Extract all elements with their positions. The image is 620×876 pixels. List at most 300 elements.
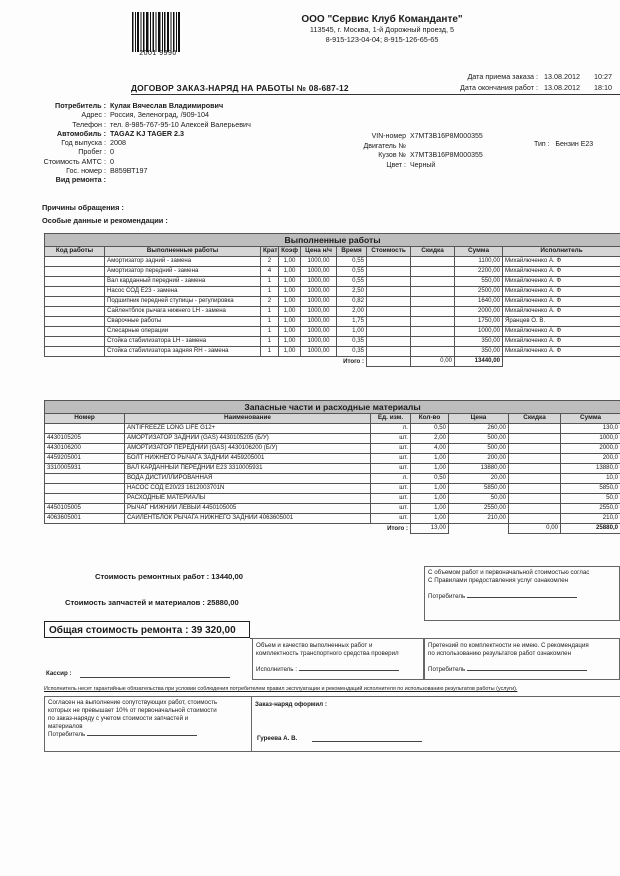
table-cell: 4459205001 bbox=[45, 454, 125, 464]
table-row bbox=[45, 454, 620, 464]
table-cell bbox=[45, 347, 105, 357]
table-cell bbox=[509, 474, 561, 484]
parts-section bbox=[44, 400, 620, 534]
vehicle-field bbox=[320, 161, 483, 171]
works-title: Выполненные работы bbox=[45, 234, 620, 247]
table-cell: 1,00 bbox=[279, 347, 301, 357]
table-cell: 1,00 bbox=[279, 257, 301, 267]
table-cell bbox=[367, 337, 411, 347]
cashier-signature-line bbox=[80, 677, 230, 678]
column-header: Стоимость bbox=[367, 247, 411, 257]
company-header bbox=[282, 14, 482, 45]
table-row bbox=[45, 444, 620, 454]
received-time: 10:27 bbox=[594, 72, 612, 81]
table-row bbox=[45, 347, 620, 357]
table-cell: 1000,00 bbox=[455, 327, 503, 337]
table-cell: 1000,0 bbox=[561, 434, 620, 444]
table-cell: 1 bbox=[261, 327, 279, 337]
quality-box bbox=[252, 638, 424, 680]
table-cell: 500,00 bbox=[449, 434, 509, 444]
table-cell bbox=[45, 287, 105, 297]
barcode-image bbox=[132, 12, 180, 52]
table-cell: 50,0 bbox=[561, 494, 620, 504]
table-cell: 0,35 bbox=[337, 337, 367, 347]
claims-line-2: по использованию результатов работ ознакомлен bbox=[428, 650, 572, 657]
column-header: Кол-во bbox=[411, 414, 449, 424]
column-header: Выполненные работы bbox=[105, 247, 261, 257]
field-label: Вид ремонта : bbox=[55, 175, 106, 185]
table-cell bbox=[509, 464, 561, 474]
title-divider bbox=[131, 94, 620, 95]
table-cell bbox=[367, 277, 411, 287]
agreement-line-1: С объемом работ и первоначальной стоимостью соглас bbox=[428, 569, 590, 576]
table-row bbox=[45, 267, 620, 277]
table-cell: АМОРТИЗАТОР ЗАДНИЙ (GAS) 4430105205 (Б/У) bbox=[125, 434, 371, 444]
column-header: Время bbox=[337, 247, 367, 257]
table-row bbox=[45, 297, 620, 307]
consent-signature bbox=[45, 731, 251, 739]
table-cell: Стойка стабилизатора задняя RH - замена bbox=[105, 347, 261, 357]
table-cell: 1,00 bbox=[411, 454, 449, 464]
field-value: TAGAZ KJ TAGER 2.3 bbox=[110, 128, 185, 138]
table-cell: 4430106200 bbox=[45, 444, 125, 454]
table-cell bbox=[509, 454, 561, 464]
signature-line bbox=[467, 597, 577, 598]
table-cell bbox=[45, 484, 125, 494]
table-cell: 1,00 bbox=[279, 277, 301, 287]
vehicle-field bbox=[320, 132, 483, 142]
consent-signer-label: Потребитель bbox=[48, 731, 86, 738]
column-header: Сумма bbox=[561, 414, 620, 424]
customer-field bbox=[26, 147, 251, 156]
table-cell bbox=[411, 337, 455, 347]
table-cell: 210,0 bbox=[561, 514, 620, 524]
field-label: VIN-номер bbox=[371, 133, 406, 140]
table-cell bbox=[45, 424, 125, 434]
table-cell bbox=[509, 484, 561, 494]
table-row bbox=[45, 317, 620, 327]
finished-label: Дата окончания работ : bbox=[460, 83, 538, 92]
table-row bbox=[45, 434, 620, 444]
field-value: Кулак Вячеслав Владимирович bbox=[110, 101, 224, 110]
field-value: X7MT3B16P8M000355 bbox=[410, 133, 483, 140]
parts-header-row bbox=[45, 414, 620, 424]
signature-line bbox=[87, 735, 197, 736]
cashier-label: Кассир : bbox=[46, 670, 72, 677]
table-cell: 4450105005 bbox=[45, 504, 125, 514]
table-cell: шт. bbox=[371, 464, 411, 474]
company-phones: 8-915-123-04-04; 8-915-126-65-65 bbox=[325, 35, 439, 44]
column-header: Сумма bbox=[455, 247, 503, 257]
vehicle-field bbox=[320, 142, 483, 152]
table-cell: 10,0 bbox=[561, 474, 620, 484]
finished-row bbox=[440, 82, 620, 93]
table-cell: 2550,00 bbox=[449, 504, 509, 514]
table-cell bbox=[45, 474, 125, 484]
customer-field bbox=[26, 120, 251, 129]
agreement-signature bbox=[425, 585, 619, 601]
field-value: В859ВТ197 bbox=[110, 166, 148, 176]
table-cell bbox=[411, 287, 455, 297]
table-cell: Сайлентблок рычага нижнего LH - замена bbox=[105, 307, 261, 317]
table-cell: 1 bbox=[261, 317, 279, 327]
field-value: Россия, Зеленоград, /909-104 bbox=[110, 110, 209, 120]
field-label: Цвет : bbox=[386, 161, 406, 169]
table-cell: 13880,00 bbox=[449, 464, 509, 474]
table-cell: АМОРТИЗАТОР ПЕРЕДНИЙ (GAS) 4430106200 (Б/У) bbox=[125, 444, 371, 454]
grand-total-rule bbox=[250, 621, 620, 639]
table-cell: Михайлюченко А. Ф bbox=[503, 267, 620, 277]
table-cell: л. bbox=[371, 474, 411, 484]
table-cell: 1000,00 bbox=[301, 287, 337, 297]
column-header: Номер bbox=[45, 414, 125, 424]
table-cell bbox=[509, 424, 561, 434]
table-cell: 1 bbox=[261, 337, 279, 347]
table-cell: 3310005931 bbox=[45, 464, 125, 474]
table-cell: ВАЛ КАРДАННЫЙ ПЕРЕДНИЙ Е23 3310005931 bbox=[125, 464, 371, 474]
warranty-note: Исполнитель несет гарантийные обязательства при условии соблюдения потребителем правил эксплуатации и рекомендаций исполнителя по использованию результатов работы (услуги). bbox=[44, 686, 518, 692]
table-cell: РЫЧАГ НИЖНИЙ ЛЕВЫЙ 4450105005 bbox=[125, 504, 371, 514]
reasons-label: Причины обращения : bbox=[42, 203, 124, 212]
vehicle-ids bbox=[320, 132, 483, 170]
field-value: тел. 8-985-767-95-10 Алексей Валерьевич bbox=[110, 119, 251, 129]
table-cell: шт. bbox=[371, 504, 411, 514]
table-cell: 5850,00 bbox=[449, 484, 509, 494]
consent-line-4: материалов bbox=[48, 723, 83, 730]
field-label: Адрес : bbox=[81, 110, 106, 120]
table-cell bbox=[509, 434, 561, 444]
column-header: Коэф bbox=[279, 247, 301, 257]
table-cell bbox=[411, 317, 455, 327]
order-dates bbox=[440, 71, 620, 93]
table-cell: 1100,00 bbox=[455, 257, 503, 267]
table-row bbox=[45, 474, 620, 484]
field-label: Пробег : bbox=[78, 147, 106, 157]
table-cell bbox=[367, 267, 411, 277]
table-cell: шт. bbox=[371, 494, 411, 504]
received-date: 13.08.2012 bbox=[544, 72, 580, 81]
field-value: 0 bbox=[110, 156, 114, 166]
table-cell: 1750,00 bbox=[455, 317, 503, 327]
table-cell: 0,55 bbox=[337, 257, 367, 267]
table-cell bbox=[45, 307, 105, 317]
company-name: ООО "Сервис Клуб Команданте" bbox=[301, 14, 463, 25]
field-value: X7MT3B16P8M000355 bbox=[410, 152, 483, 159]
quality-signature bbox=[253, 658, 423, 674]
table-cell: Михайлюченко А. Ф bbox=[503, 327, 620, 337]
table-cell: 2500,00 bbox=[455, 287, 503, 297]
barcode-number: 2001 9990 bbox=[139, 50, 177, 57]
table-cell bbox=[367, 297, 411, 307]
table-cell bbox=[45, 337, 105, 347]
field-label: Стоимость АМТС : bbox=[43, 156, 106, 166]
table-cell: 2,00 bbox=[337, 307, 367, 317]
consent-line-2: которых не превышает 10% от первоначальной стоимости bbox=[48, 707, 217, 714]
table-cell: 1,00 bbox=[279, 337, 301, 347]
quality-line-1: Объем и качество выполненных работ и bbox=[256, 642, 373, 649]
table-cell bbox=[45, 277, 105, 287]
issued-name: Гуреева А. В. bbox=[257, 735, 298, 742]
field-label: Двигатель № bbox=[363, 142, 406, 150]
total-sum: 25880,0 bbox=[561, 524, 620, 534]
table-cell: 350,00 bbox=[455, 337, 503, 347]
table-cell bbox=[509, 514, 561, 524]
table-cell: 4430105205 bbox=[45, 434, 125, 444]
claims-signer-label: Потребитель bbox=[428, 666, 466, 673]
finished-date: 13.08.2012 bbox=[544, 83, 580, 92]
table-cell: 2200,00 bbox=[455, 267, 503, 277]
table-cell: Сварочные работы bbox=[105, 317, 261, 327]
issued-box bbox=[252, 696, 620, 752]
table-cell: 350,00 bbox=[455, 347, 503, 357]
table-cell bbox=[367, 257, 411, 267]
works-section bbox=[44, 233, 620, 367]
table-cell bbox=[503, 357, 620, 367]
works-header-row bbox=[45, 247, 620, 257]
table-cell bbox=[411, 267, 455, 277]
table-cell: 1000,00 bbox=[301, 347, 337, 357]
table-cell bbox=[509, 444, 561, 454]
total-sum: 13440,00 bbox=[455, 357, 503, 367]
table-cell: БОЛТ НИЖНЕГО РЫЧАГА ЗАДНИЙ 4459205001 bbox=[125, 454, 371, 464]
table-cell: 1000,00 bbox=[301, 257, 337, 267]
table-cell: 1 bbox=[261, 277, 279, 287]
table-cell: 210,00 bbox=[449, 514, 509, 524]
table-cell: 0,35 bbox=[337, 347, 367, 357]
customer-field bbox=[26, 110, 251, 119]
document-title: ДОГОВОР ЗАКАЗ-НАРЯД НА РАБОТЫ № 08-687-12 bbox=[131, 83, 349, 93]
field-value: 2008 bbox=[110, 138, 126, 148]
received-row bbox=[440, 71, 620, 82]
total-discount: 0,00 bbox=[509, 524, 561, 534]
table-cell: Яранцев О. В. bbox=[503, 317, 620, 327]
table-cell: 1000,00 bbox=[301, 277, 337, 287]
table-cell bbox=[367, 307, 411, 317]
table-cell: Михайлюченко А. Ф bbox=[503, 307, 620, 317]
field-value: Черный bbox=[410, 161, 436, 169]
table-cell: Вал карданный передний - замена bbox=[105, 277, 261, 287]
customer-field bbox=[26, 166, 251, 175]
customer-field bbox=[26, 129, 251, 138]
customer-field bbox=[26, 101, 251, 110]
column-header: Скидка bbox=[509, 414, 561, 424]
table-cell bbox=[411, 297, 455, 307]
table-cell bbox=[449, 524, 509, 534]
customer-field bbox=[26, 175, 251, 184]
received-label: Дата приема заказа : bbox=[467, 72, 538, 81]
table-cell bbox=[509, 504, 561, 514]
table-cell: Слесарные операции bbox=[105, 327, 261, 337]
table-cell bbox=[45, 297, 105, 307]
table-cell bbox=[509, 494, 561, 504]
table-cell: 0,50 bbox=[411, 424, 449, 434]
table-cell: ANTIFREEZE LONG LIFE G12+ bbox=[125, 424, 371, 434]
table-row bbox=[45, 424, 620, 434]
table-cell: 13880,0 bbox=[561, 464, 620, 474]
table-cell: 200,0 bbox=[561, 454, 620, 464]
table-cell: 1000,00 bbox=[301, 327, 337, 337]
total-qty: 13,00 bbox=[411, 524, 449, 534]
column-header: Цена н/ч bbox=[301, 247, 337, 257]
table-cell: 1,00 bbox=[279, 317, 301, 327]
company-address: 113545, г. Москва, 1-й Дорожный проезд, 5 bbox=[309, 25, 455, 34]
table-cell: 1000,00 bbox=[301, 307, 337, 317]
table-cell: шт. bbox=[371, 454, 411, 464]
table-cell: 1 bbox=[261, 307, 279, 317]
column-header: Ед. изм. bbox=[371, 414, 411, 424]
table-cell: 1,00 bbox=[411, 504, 449, 514]
parts-table bbox=[44, 400, 620, 534]
fuel-type bbox=[534, 141, 593, 148]
column-header: Наименование bbox=[125, 414, 371, 424]
table-row bbox=[45, 337, 620, 347]
table-cell bbox=[411, 307, 455, 317]
repair-cost: Стоимость ремонтных работ : 13440,00 bbox=[95, 572, 243, 581]
notes-label: Особые данные и рекомендации : bbox=[42, 216, 168, 225]
table-cell: 1,00 bbox=[279, 287, 301, 297]
table-cell: 50,00 bbox=[449, 494, 509, 504]
works-table bbox=[44, 233, 620, 367]
table-cell: 1 bbox=[261, 347, 279, 357]
table-cell: 1000,00 bbox=[301, 337, 337, 347]
table-cell: 1,00 bbox=[411, 514, 449, 524]
total-row bbox=[45, 524, 620, 534]
column-header: Код работы bbox=[45, 247, 105, 257]
grand-total: Общая стоимость ремонта : 39 320,00 bbox=[44, 621, 250, 638]
table-cell: 1,00 bbox=[279, 307, 301, 317]
total-row bbox=[45, 357, 620, 367]
signature-line bbox=[299, 670, 399, 671]
table-cell: ВОДА ДИСТИЛЛИРОВАННАЯ bbox=[125, 474, 371, 484]
table-cell: шт. bbox=[371, 484, 411, 494]
table-cell bbox=[45, 257, 105, 267]
table-cell: 1000,00 bbox=[301, 317, 337, 327]
table-row bbox=[45, 257, 620, 267]
customer-info bbox=[26, 101, 251, 185]
table-cell: 200,00 bbox=[449, 454, 509, 464]
agreement-signer-label: Потребитель bbox=[428, 593, 466, 600]
table-cell: 0,50 bbox=[411, 474, 449, 484]
vehicle-field bbox=[320, 151, 483, 161]
table-cell bbox=[367, 347, 411, 357]
table-cell: 500,00 bbox=[449, 444, 509, 454]
consent-line-3: по заказ-наряду с учетом стоимости запчастей и bbox=[48, 715, 189, 722]
table-cell: Подшипник передней ступицы - регулировка bbox=[105, 297, 261, 307]
table-row bbox=[45, 307, 620, 317]
table-cell: 4063605001 bbox=[45, 514, 125, 524]
column-header: Крат bbox=[261, 247, 279, 257]
table-cell: 0,82 bbox=[337, 297, 367, 307]
table-cell: 130,0 bbox=[561, 424, 620, 434]
table-cell: 5850,0 bbox=[561, 484, 620, 494]
table-cell: Насос СОД Е23 - замена bbox=[105, 287, 261, 297]
table-cell: 1,75 bbox=[337, 317, 367, 327]
total-label: Итого : bbox=[343, 357, 364, 365]
table-cell: Михайлюченко А. Ф bbox=[503, 287, 620, 297]
fuel-type-label: Тип : bbox=[534, 141, 550, 148]
table-cell bbox=[411, 347, 455, 357]
claims-box bbox=[424, 638, 620, 680]
table-row bbox=[45, 514, 620, 524]
field-label: Потребитель : bbox=[55, 101, 106, 110]
consent-line-1: Согласен на выполнение сопутствующих работ, стоимость bbox=[48, 699, 218, 706]
claims-signature bbox=[425, 658, 619, 674]
table-cell: САЙЛЕНТБЛОК РЫЧАГА НИЖНЕГО ЗАДНИЙ 4063605001 bbox=[125, 514, 371, 524]
table-row bbox=[45, 494, 620, 504]
agreement-line-2: С Правилами предоставления услуг ознакомлен bbox=[428, 577, 569, 584]
table-cell bbox=[411, 277, 455, 287]
field-label: Гос. номер : bbox=[66, 166, 106, 176]
table-row bbox=[45, 504, 620, 514]
table-row bbox=[45, 484, 620, 494]
quality-line-2: комплектность транспортного средства проверил bbox=[256, 650, 399, 657]
field-label: Кузов № bbox=[378, 152, 406, 159]
total-label: Итого : bbox=[387, 524, 408, 532]
issued-signature-line bbox=[312, 741, 422, 742]
table-cell: 2550,0 bbox=[561, 504, 620, 514]
table-cell: 2,00 bbox=[411, 434, 449, 444]
table-cell: Амортизатор передний - замена bbox=[105, 267, 261, 277]
table-cell: 2000,00 bbox=[455, 307, 503, 317]
table-cell: 1,00 bbox=[279, 267, 301, 277]
parts-cost: Стоимость запчастей и материалов : 25880,00 bbox=[65, 598, 239, 607]
table-cell: 1000,00 bbox=[301, 267, 337, 277]
customer-field bbox=[26, 157, 251, 166]
table-cell bbox=[45, 317, 105, 327]
table-cell bbox=[45, 267, 105, 277]
table-cell bbox=[411, 327, 455, 337]
column-header: Цена bbox=[449, 414, 509, 424]
table-cell: 20,00 bbox=[449, 474, 509, 484]
field-label: Год выпуска : bbox=[61, 138, 106, 148]
table-cell: 1,00 bbox=[279, 297, 301, 307]
table-cell: Михайлюченко А. Ф bbox=[503, 337, 620, 347]
field-label: Автомобиль : bbox=[56, 128, 106, 138]
table-cell: 260,00 bbox=[449, 424, 509, 434]
table-cell: Михайлюченко А. Ф bbox=[503, 347, 620, 357]
table-cell bbox=[367, 317, 411, 327]
signature-line bbox=[467, 670, 587, 671]
executor-label: Исполнитель : bbox=[256, 666, 297, 673]
table-cell: 2,50 bbox=[337, 287, 367, 297]
table-cell: 2000,0 bbox=[561, 444, 620, 454]
table-cell: 2 bbox=[261, 257, 279, 267]
table-cell: 1 bbox=[261, 287, 279, 297]
customer-field bbox=[26, 138, 251, 147]
total-discount: 0,00 bbox=[411, 357, 455, 367]
claims-line-1: Претензий по комплектности не имею. С рекомендация bbox=[428, 642, 589, 649]
table-cell: 550,00 bbox=[455, 277, 503, 287]
table-cell: 0,55 bbox=[337, 267, 367, 277]
table-cell: НАСОС СОД Е20/23 1612003701N bbox=[125, 484, 371, 494]
table-cell: 1000,00 bbox=[301, 297, 337, 307]
table-cell: 1,00 bbox=[279, 327, 301, 337]
table-cell: Амортизатор задний - замена bbox=[105, 257, 261, 267]
table-cell: Стойка стабилизатора LH - замена bbox=[105, 337, 261, 347]
parts-title: Запасные части и расходные материалы bbox=[45, 401, 620, 414]
table-cell: 1,00 bbox=[411, 494, 449, 504]
table-cell: 4 bbox=[261, 267, 279, 277]
table-cell bbox=[367, 357, 411, 367]
table-row bbox=[45, 327, 620, 337]
column-header: Исполнитель bbox=[503, 247, 620, 257]
table-cell: Михайлюченко А. Ф bbox=[503, 277, 620, 287]
table-cell: Михайлюченко А. Ф bbox=[503, 257, 620, 267]
table-row bbox=[45, 277, 620, 287]
table-cell: 2 bbox=[261, 297, 279, 307]
table-cell: РАСХОДНЫЕ МАТЕРИАЛЫ bbox=[125, 494, 371, 504]
column-header: Скидка bbox=[411, 247, 455, 257]
